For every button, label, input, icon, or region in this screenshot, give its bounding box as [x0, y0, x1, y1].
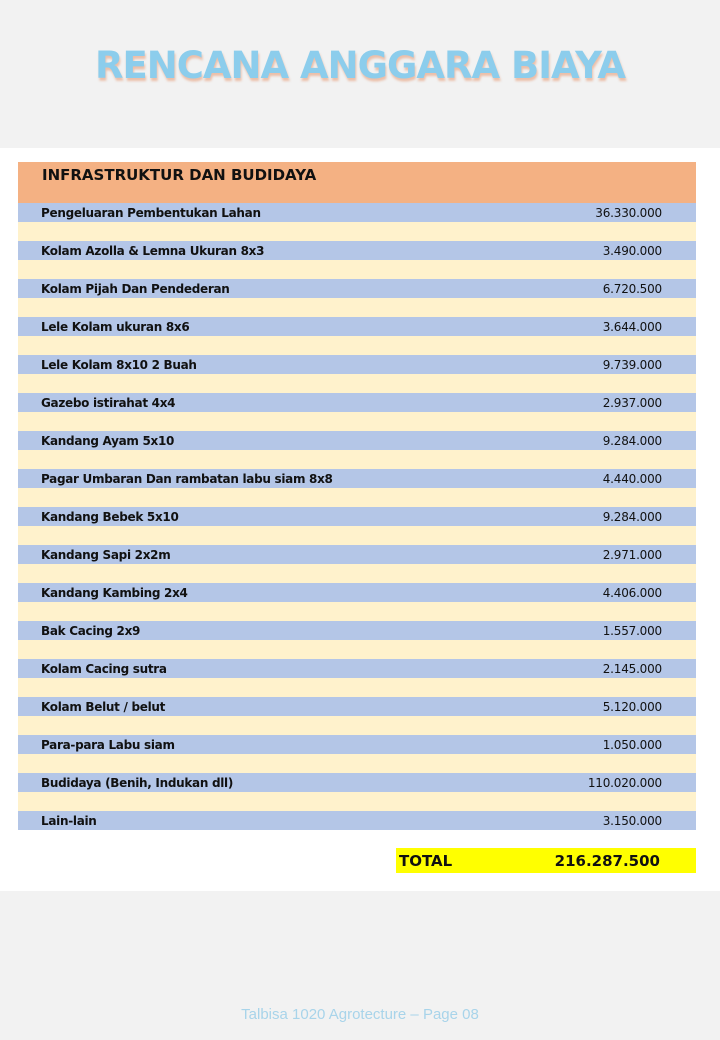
- row-label: Lele Kolam 8x10 2 Buah: [41, 357, 197, 372]
- row-label: Kolam Cacing sutra: [41, 661, 167, 676]
- row-value: 2.971.000: [602, 547, 662, 562]
- row-spacer: [18, 716, 696, 735]
- table-row: [18, 469, 696, 488]
- table-row: [18, 355, 696, 374]
- row-spacer: [18, 412, 696, 431]
- row-spacer: [18, 526, 696, 545]
- row-value: 2.937.000: [602, 395, 662, 410]
- row-value: 9.284.000: [602, 433, 662, 448]
- row-spacer: [18, 298, 696, 317]
- row-spacer: [18, 336, 696, 355]
- page-footer: Talbisa 1020 Agrotecture – Page 08: [241, 1006, 479, 1023]
- table-row: [18, 735, 696, 754]
- row-spacer: [18, 374, 696, 393]
- row-spacer: [18, 754, 696, 773]
- table-header: INFRASTRUKTUR DAN BUDIDAYA: [18, 162, 696, 203]
- row-value: 3.644.000: [602, 319, 662, 334]
- row-value: 1.050.000: [602, 737, 662, 752]
- row-label: Gazebo istirahat 4x4: [41, 395, 176, 410]
- table-body: [18, 203, 696, 830]
- table-row: [18, 583, 696, 602]
- table-row: [18, 507, 696, 526]
- table-row: [18, 317, 696, 336]
- table-row: [18, 697, 696, 716]
- table-row: [18, 431, 696, 450]
- table-row: [18, 659, 696, 678]
- row-value: 110.020.000: [587, 775, 662, 790]
- row-value: 4.406.000: [602, 585, 662, 600]
- row-label: Kolam Belut / belut: [41, 699, 166, 714]
- row-spacer: [18, 640, 696, 659]
- total-box: [396, 848, 696, 873]
- row-label: Pagar Umbaran Dan rambatan labu siam 8x8: [41, 471, 333, 486]
- row-value: 2.145.000: [602, 661, 662, 676]
- table-row: [18, 545, 696, 564]
- row-label: Kandang Bebek 5x10: [41, 509, 179, 524]
- row-label: Budidaya (Benih, Indukan dll): [41, 775, 234, 790]
- row-label: Lele Kolam ukuran 8x6: [41, 319, 190, 334]
- row-spacer: [18, 792, 696, 811]
- row-spacer: [18, 260, 696, 279]
- budget-table: [18, 162, 696, 830]
- row-value: 9.739.000: [602, 357, 662, 372]
- table-row: [18, 773, 696, 792]
- row-label: Bak Cacing 2x9: [41, 623, 141, 638]
- total-label: TOTAL: [399, 851, 453, 870]
- row-label: Lain-lain: [41, 813, 97, 828]
- row-label: Pengeluaran Pembentukan Lahan: [41, 205, 261, 220]
- row-value: 3.150.000: [602, 813, 662, 828]
- table-row: [18, 393, 696, 412]
- row-label: Kandang Ayam 5x10: [41, 433, 175, 448]
- row-value: 9.284.000: [602, 509, 662, 524]
- row-spacer: [18, 222, 696, 241]
- row-label: Kolam Azolla & Lemna Ukuran 8x3: [41, 243, 265, 258]
- row-value: 6.720.500: [602, 281, 662, 296]
- table-row: [18, 203, 696, 222]
- table-row: [18, 811, 696, 830]
- row-label: Kandang Kambing 2x4: [41, 585, 188, 600]
- row-label: Kolam Pijah Dan Pendederan: [41, 281, 230, 296]
- row-spacer: [18, 678, 696, 697]
- row-spacer: [18, 564, 696, 583]
- row-value: 1.557.000: [602, 623, 662, 638]
- budget-sheet: [0, 148, 720, 891]
- total-value: 216.287.500: [554, 851, 660, 870]
- row-value: 3.490.000: [602, 243, 662, 258]
- table-row: [18, 241, 696, 260]
- row-spacer: [18, 602, 696, 621]
- page-title: RENCANA ANGGARA BIAYA: [95, 44, 625, 87]
- row-spacer: [18, 488, 696, 507]
- row-spacer: [18, 450, 696, 469]
- row-value: 5.120.000: [602, 699, 662, 714]
- row-label: Para-para Labu siam: [41, 737, 175, 752]
- table-row: [18, 621, 696, 640]
- row-value: 4.440.000: [602, 471, 662, 486]
- row-label: Kandang Sapi 2x2m: [41, 547, 171, 562]
- row-value: 36.330.000: [595, 205, 662, 220]
- table-row: [18, 279, 696, 298]
